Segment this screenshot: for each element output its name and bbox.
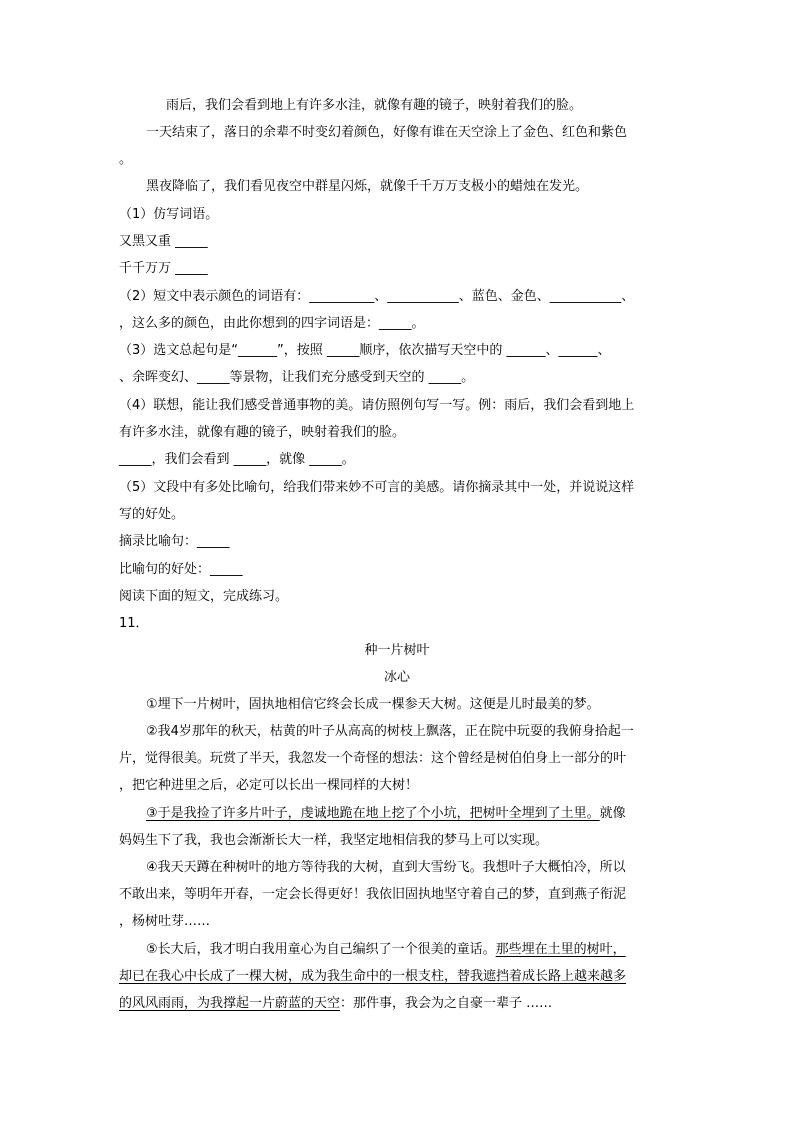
article-para-5-line-1 [146, 940, 626, 960]
question-4-line-1: （4）联想，能让我们感受普通事物的美。请仿照例句写一写。例：雨后，我们会看到地上 [119, 398, 635, 413]
underlined-sentence-middle: 却已在我心中长成了一棵大树，成为我生命中的一根支柱，替我遮挡着成长路上越来越多 [119, 969, 627, 984]
article-title: 种一片树叶 [364, 643, 430, 658]
underlined-sentence-start: 那些埋在土里的树叶， [495, 942, 626, 957]
question-5-item-a: 摘录比喻句：_____ [119, 534, 230, 549]
article-para-1: ①埋下一片树叶，固执地相信它终会长成一棵参天大树。这便是儿时最美的梦。 [146, 697, 600, 712]
passage-para-1: 雨后，我们会看到地上有许多水洼，就像有趣的镜子，映射着我们的脸。 [166, 98, 583, 113]
question-4-line-2: 有许多水洼，就像有趣的镜子，映射着我们的脸。 [119, 425, 406, 440]
question-number: 11． [119, 616, 149, 631]
question-4-line-3: _____，我们会看到 _____，就像 _____。 [119, 452, 355, 467]
question-2-line-1: （2）短文中表示颜色的词语有：__________、___________、蓝色、金色、___________、 [119, 289, 635, 304]
para-5-plain: ⑤长大后，我才明白我用童心为自己编织了一个很美的童话。 [146, 942, 496, 957]
passage-para-2-line-2: 。 [119, 152, 133, 167]
reading-instruction: 阅读下面的短文，完成练习。 [119, 589, 289, 604]
article-para-5-line-2 [119, 967, 626, 987]
article-para-3-line-1 [146, 804, 626, 824]
question-5-line-1: （5）文段中有多处比喻句，给我们带来妙不可言的美感。请你摘录其中一处，并说说这样 [119, 480, 635, 495]
para-3-continuation: 就像 [599, 806, 626, 821]
passage-para-2-line-1: 一天结束了，落日的余辈不时变幻着颜色，好像有谁在天空涂上了金色、红色和紫色 [146, 125, 628, 140]
article-para-3-line-2: 妈妈生下了我，我也会渐渐长大一样，我坚定地相信我的梦马上可以实现。 [119, 833, 549, 848]
passage-para-3: 黑夜降临了，我们看见夜空中群星闪烁，就像千千万万支极小的蜡烛在发光。 [146, 179, 589, 194]
article-para-2-line-1: ②我4岁那年的秋天，枯黄的叶子从高高的树枝上飘落，正在院中玩耍的我俯身拾起一 [146, 724, 634, 739]
article-para-5-line-3 [119, 994, 552, 1014]
question-1-item-b: 千千万万 _____ [119, 261, 208, 276]
question-5-item-b: 比喻句的好处：_____ [119, 562, 243, 577]
question-1-title: （1）仿写词语。 [119, 207, 219, 222]
article-author: 冰心 [383, 670, 410, 685]
article-para-2-line-2: 片，觉得很美。玩赏了半天，我忽发一个奇怪的想法：这个曾经是树伯伯身上一部分的叶 [119, 751, 627, 766]
question-5-line-2: 写的好处。 [119, 507, 185, 522]
para-5-ending: ：那件事，我会为之自豪一辈子 …… [340, 996, 553, 1011]
article-para-4-line-2: 不敢出来，等明年开春，一定会长得更好！我依旧固执地坚守着自己的梦，直到燕子衔泥 [119, 887, 627, 902]
article-para-4-line-3: ，杨树吐芽…… [119, 914, 211, 929]
question-3-line-2: 、余晖变幻、_____等景物，让我们充分感受到天空的 _____。 [119, 370, 475, 385]
underlined-sentence: ③于是我捡了许多片叶子，虔诚地跪在地上挖了个小坑，把树叶全埋到了土里。 [146, 806, 600, 821]
underlined-sentence-end: 的风风雨雨，为我撑起一片蔚蓝的天空 [119, 996, 341, 1011]
article-para-4-line-1: ④我天天蹲在种树叶的地方等待我的大树，直到大雪纷飞。我想叶子大概怕冷，所以 [146, 860, 626, 875]
question-3-line-1: （3）选文总起句是“______”，按照 _____顺序，依次描写天空中的 ______、______、 [119, 343, 611, 358]
question-1-item-a: 又黑又重 _____ [119, 234, 208, 249]
article-para-2-line-3: ，把它种进里之后，必定可以长出一棵同样的大树！ [119, 778, 419, 793]
question-2-line-2: ，这么多的颜色，由此你想到的四字词语是：_____。 [119, 316, 425, 331]
